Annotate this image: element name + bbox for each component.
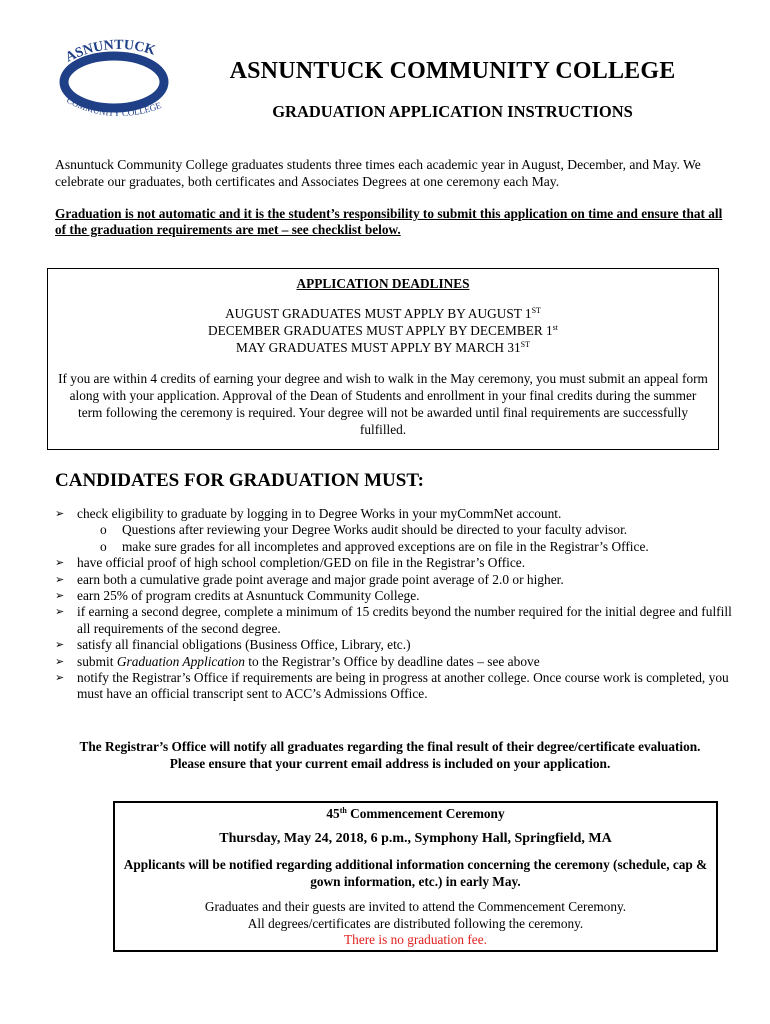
circle-bullet-icon: o: [100, 522, 107, 538]
list-item: ➢ submit Graduation Application to the Registrar’s Office by deadline dates – see above: [55, 653, 540, 669]
registrar-note-line2: Please ensure that your current email address is included on your application.: [169, 756, 611, 771]
arrow-bullet-icon: ➢: [55, 638, 65, 652]
arrow-bullet-icon: ➢: [55, 671, 65, 685]
registrar-note: [55, 738, 725, 772]
ceremony-details: Thursday, May 24, 2018, 6 p.m., Symphony Hall, Springfield, MA: [219, 831, 612, 846]
arrow-bullet-icon: ➢: [55, 589, 65, 603]
list-item: ➢ have official proof of high school completion/GED on file in the Registrar’s Office.: [55, 555, 526, 571]
arrow-bullet-icon: ➢: [55, 654, 65, 668]
registrar-note-line1: The Registrar’s Office will notify all graduates regarding the final result of their degree/certificate evaluation.: [79, 739, 701, 754]
arrow-bullet-icon: ➢: [55, 556, 65, 570]
arrow-bullet-icon: ➢: [55, 507, 65, 520]
appeal-paragraph: If you are within 4 credits of earning your degree and wish to walk in the May ceremony, you must submit an appeal form along with your application. Approval of the Dean of Students and enrollment in your final credits during the summer term following the ceremony is required. Your degree will not be awarded until final requirements are successfully fulfilled.: [58, 371, 708, 437]
deadline-december: DECEMBER GRADUATES MUST APPLY BY DECEMBER 1st: [207, 323, 559, 338]
ceremony-box: [113, 801, 718, 952]
ceremony-fee: There is no graduation fee.: [344, 932, 487, 947]
deadline-may: MAY GRADUATES MUST APPLY BY MARCH 31ST: [236, 340, 530, 355]
list-item: ➢ check eligibility to graduate by logging in to Degree Works in your myCommNet account.: [55, 506, 562, 521]
responsibility-notice: Graduation is not automatic and it is the student’s responsibility to submit this application on time and ensure that all of the graduation requirements are met – see checklist below.: [55, 206, 723, 237]
deadline-list: [48, 305, 718, 356]
arrow-bullet-icon: ➢: [55, 605, 65, 619]
ceremony-guests: Graduates and their guests are invited to attend the Commencement Ceremony.: [204, 899, 627, 914]
list-item: ➢ earn 25% of program credits at Asnuntuck Community College.: [55, 588, 420, 604]
list-item: ➢ if earning a second degree, complete a minimum of 15 credits beyond the number required for the initial degree and fulfill all requirements of the second degree.: [55, 604, 732, 636]
logo-bottom-text: COMMUNITY COLLEGE: [65, 94, 163, 119]
deadlines-box: [47, 268, 719, 450]
list-item: ➢ satisfy all financial obligations (Business Office, Library, etc.): [55, 637, 411, 653]
college-logo: [58, 36, 170, 126]
ceremony-notify: Applicants will be notified regarding additional information concerning the ceremony (schedule, cap & gown information, etc.) in early May.: [123, 857, 708, 889]
sub-list-item: o Questions after reviewing your Degree Works audit should be directed to your faculty advisor.: [100, 522, 628, 538]
ceremony-info: [115, 899, 716, 949]
requirements-list: [55, 506, 735, 703]
list-item: ➢ earn both a cumulative grade point average and major grade point average of 2.0 or higher.: [55, 571, 564, 587]
intro-paragraph: Asnuntuck Community College graduates students three times each academic year in August, December, and May. We celebrate our graduates, both certificates and Associates Degrees at one ceremony each May.: [55, 157, 701, 189]
page-title: ASNUNTUCK COMMUNITY COLLEGE: [229, 58, 676, 84]
deadline-august: AUGUST GRADUATES MUST APPLY BY AUGUST 1ST: [225, 306, 541, 321]
list-item: ➢ notify the Registrar’s Office if requirements are being in progress at another college. Once course work is completed, you must have an official transcript sent to ACC’s Admissions Office.: [55, 670, 729, 702]
arrow-bullet-icon: ➢: [55, 572, 65, 586]
sub-list-item: o make sure grades for all incompletes and approved exceptions are on file in the Registrar’s Office.: [100, 538, 649, 554]
circle-bullet-icon: o: [100, 538, 107, 554]
ceremony-name: 45th Commencement Ceremony: [326, 806, 505, 821]
page-subtitle: GRADUATION APPLICATION INSTRUCTIONS: [272, 102, 633, 121]
ceremony-distributed: All degrees/certificates are distributed following the ceremony.: [247, 915, 584, 931]
logo-top-text: ASNUNTUCK: [63, 37, 158, 66]
deadlines-heading: APPLICATION DEADLINES: [296, 276, 470, 291]
candidates-heading: CANDIDATES FOR GRADUATION MUST:: [55, 470, 424, 491]
